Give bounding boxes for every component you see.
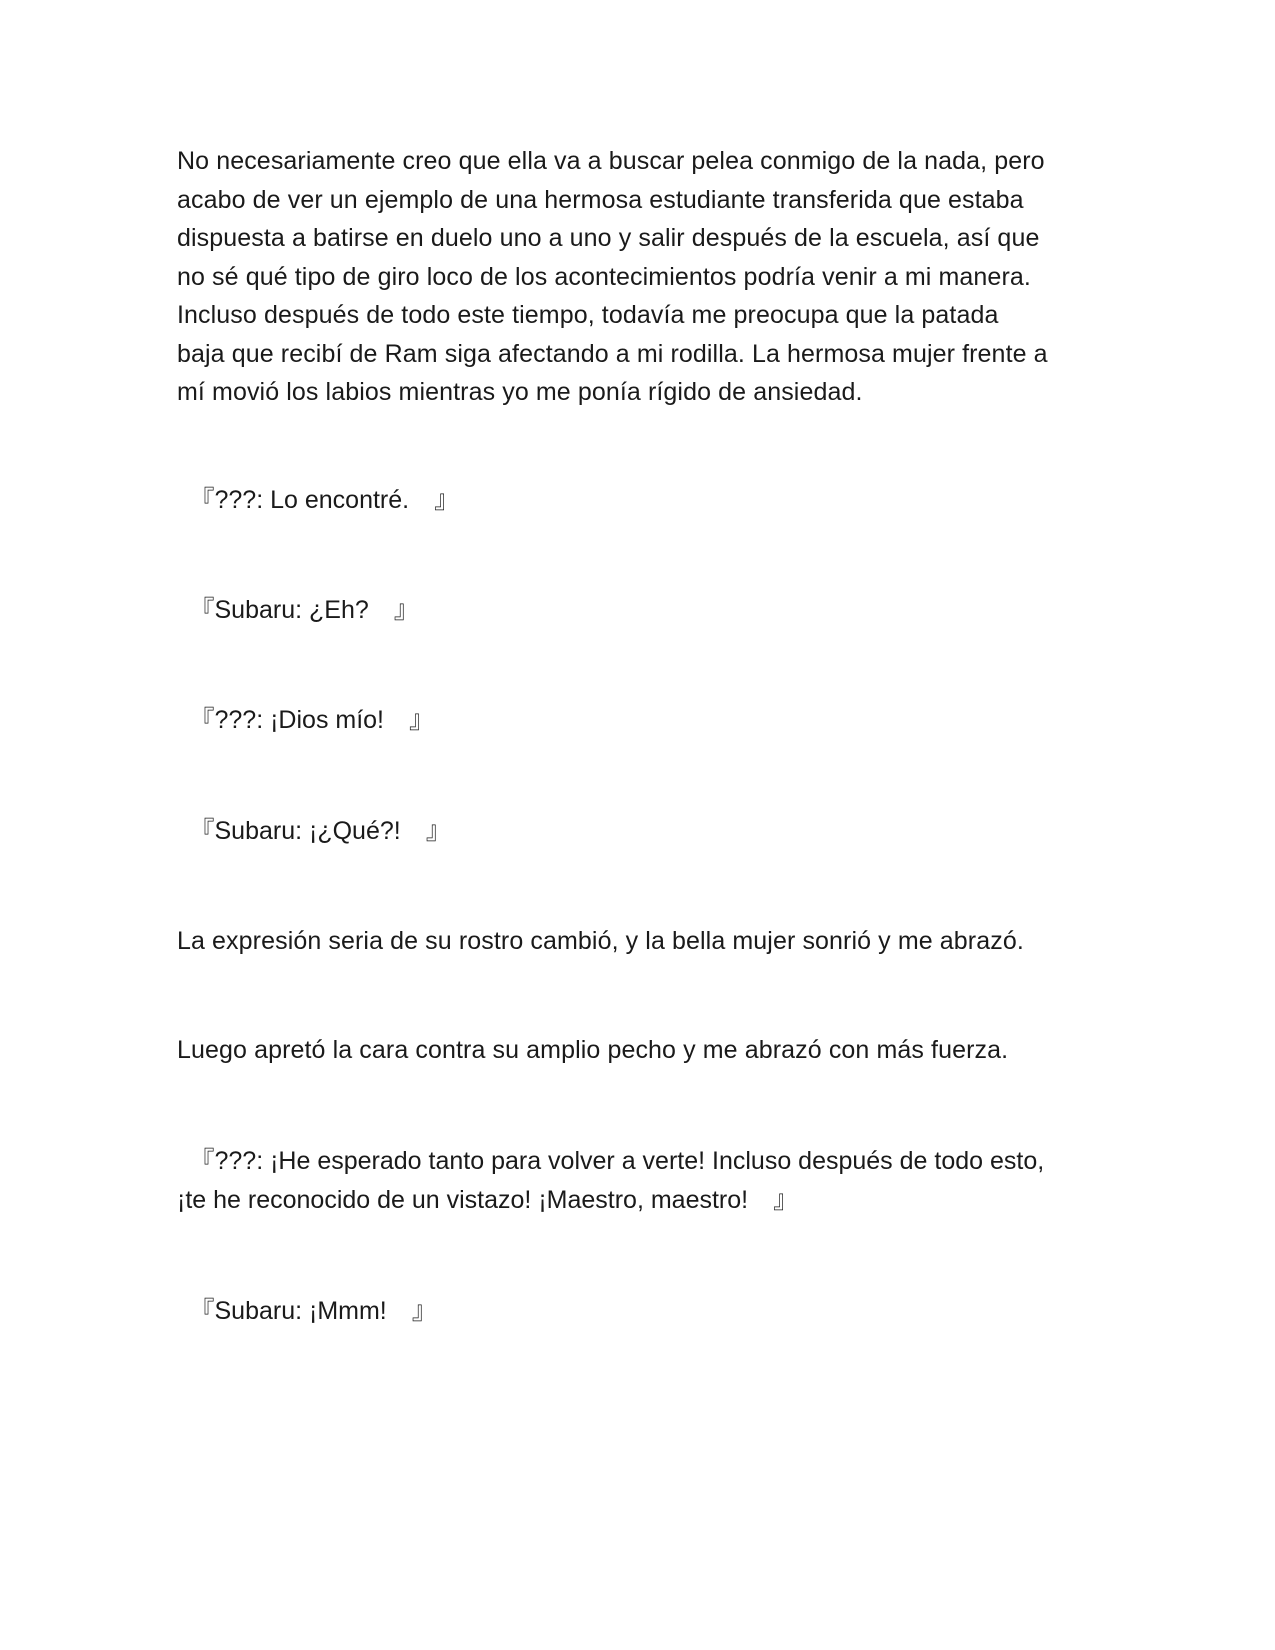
dialog-line-3 — [177, 701, 1097, 740]
dialog-text: 『Subaru: ¡Mmm! 』 — [177, 1297, 437, 1325]
paragraph-line: Incluso después de todo este tiempo, todavía me preocupa que la patada — [177, 301, 999, 329]
paragraph-line: no sé qué tipo de giro loco de los acontecimientos podría venir a mi manera. — [177, 262, 1031, 291]
paragraph-squeeze — [177, 1031, 1097, 1070]
paragraph-line: Luego apretó la cara contra su amplio pecho y me abrazó con más fuerza. — [177, 1036, 1009, 1064]
paragraph-line: mí movió los labios mientras yo me ponía rígido de ansiedad. — [177, 378, 863, 406]
dialog-text: 『???: Lo encontré. 』 — [177, 486, 460, 514]
dialog-text: ¡te he reconocido de un vistazo! ¡Maestro, maestro! 』 — [177, 1185, 799, 1214]
paragraph-opening — [177, 142, 1097, 412]
paragraph-line: dispuesta a batirse en duelo uno a uno y salir después de la escuela, así que — [177, 224, 1040, 252]
paragraph-line: acabo de ver un ejemplo de una hermosa estudiante transferida que estaba — [177, 185, 1024, 214]
dialog-text: 『Subaru: ¿Eh? 』 — [177, 596, 419, 624]
dialog-line-4 — [177, 812, 1097, 851]
paragraph-line: La expresión seria de su rostro cambió, y la bella mujer sonrió y me abrazó. — [177, 927, 1024, 955]
paragraph-embrace — [177, 922, 1097, 961]
dialog-line-2 — [177, 591, 1097, 630]
dialog-line-5 — [177, 1142, 1097, 1219]
dialog-line-1 — [177, 481, 1097, 520]
dialog-text: 『???: ¡He esperado tanto para volver a verte! Incluso después de todo esto, — [177, 1147, 1045, 1175]
paragraph-line: No necesariamente creo que ella va a buscar pelea conmigo de la nada, pero — [177, 147, 1045, 175]
paragraph-line: baja que recibí de Ram siga afectando a mi rodilla. La hermosa mujer frente a — [177, 339, 1048, 368]
dialog-text: 『Subaru: ¡¿Qué?! 』 — [177, 817, 451, 845]
dialog-line-6 — [177, 1292, 1097, 1331]
dialog-text: 『???: ¡Dios mío! 』 — [177, 706, 435, 734]
